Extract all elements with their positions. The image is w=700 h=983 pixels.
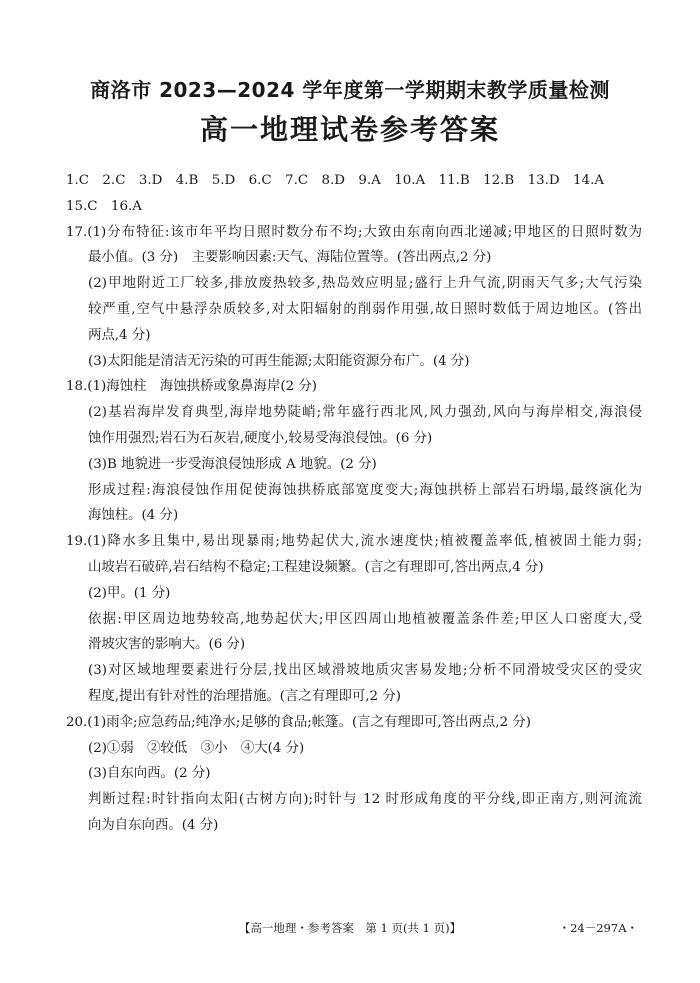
answer-line: 18.(1)海蚀柱 海蚀拱桥或象鼻海岸(2 分): [66, 379, 317, 395]
answer-line: 两点,4 分): [88, 327, 151, 343]
answer-line: 蚀作用强烈;岩石为石灰岩,硬度小,较易受海浪侵蚀。(6 分): [88, 430, 433, 446]
answer-line: (3)对区域地理要素进行分层,找出区域滑坡地质灾害易发地;分析不同滑坡受灾区的受灾: [88, 663, 642, 679]
footer-code: ・24－297A・: [558, 921, 638, 935]
answer-line: 19.(1)降水多且集中,易出现暴雨;地势起伏大,流水速度快;植被覆盖率低,植被固土能力弱;: [66, 534, 642, 550]
answer-line: (2)甲。(1 分): [88, 585, 171, 601]
page-footer: [0, 920, 700, 938]
answer-line: 程度,提出有针对性的治理措施。(言之有理即可,2 分): [88, 688, 401, 704]
answer-body: [66, 168, 642, 839]
answer-line: 较严重,空气中悬浮杂质较多,对太阳辐射的削弱作用强,故日照时数低于周边地区。(答出: [88, 301, 642, 317]
answer-line: 向为自东向西。(4 分): [88, 817, 219, 833]
answer-line: 17.(1)分布特征:该市年平均日照时数分布不均;大致由东南向西北递减;甲地区的日照时数为: [66, 224, 642, 240]
footer-page-info: 【高一地理・参考答案 第 1 页(共 1 页)】: [238, 921, 462, 935]
answer-line: 最小值。(3 分) 主要影响因素:天气、海陆位置等。(答出两点,2 分): [88, 250, 492, 266]
answer-line: 1.C 2.C 3.D 4.B 5.D 6.C 7.C 8.D 9.A 10.A 11.B 12.B 13.D 14.A: [66, 173, 604, 188]
answer-line: 依据:甲区周边地势较高,地势起伏大;甲区四周山地植被覆盖条件差;甲区人口密度大,受: [88, 611, 642, 627]
answer-line: (3)太阳能是清洁无污染的可再生能源;太阳能资源分布广。(4 分): [88, 353, 470, 369]
answer-line: 20.(1)雨伞;应急药品;纯净水;足够的食品;帐篷。(言之有理即可,答出两点,2 分): [66, 714, 531, 730]
answer-key-title: 高一地理试卷参考答案: [199, 113, 500, 146]
answer-line: 15.C 16.A: [66, 198, 142, 214]
answer-line: (2)①弱 ②较低 ③小 ④大(4 分): [88, 740, 305, 756]
answer-line: 判断过程:时针指向太阳(古树方向);时针与 12 时形成角度的平分线,即正南方,则河流流: [88, 792, 642, 808]
answer-line: (2)基岩海岸发育典型,海岸地势陡峭;常年盛行西北风,风力强劲,风向与海岸相交,海浪侵: [88, 405, 642, 421]
answer-line: (2)甲地附近工厂较多,排放废热较多,热岛效应明显;盛行上升气流,阴雨天气多;大气污染: [88, 276, 642, 292]
answer-line: 海蚀柱。(4 分): [88, 508, 179, 524]
answer-line: (3)自东向西。(2 分): [88, 766, 211, 782]
answer-line: 形成过程:海浪侵蚀作用促使海蚀拱桥底部宽度变大;海蚀拱桥上部岩石坍塌,最终演化为: [88, 482, 642, 498]
answer-line: 滑坡灾害的影响大。(6 分): [88, 637, 246, 653]
answer-line: 山坡岩石破碎,岩石结构不稳定;工程建设频繁。(言之有理即可,答出两点,4 分): [88, 559, 544, 575]
exam-title: 商洛市 2023—2024 学年度第一学期期末教学质量检测: [90, 78, 610, 102]
answer-line: (3)B 地貌进一步受海浪侵蚀形成 A 地貌。(2 分): [88, 456, 377, 472]
